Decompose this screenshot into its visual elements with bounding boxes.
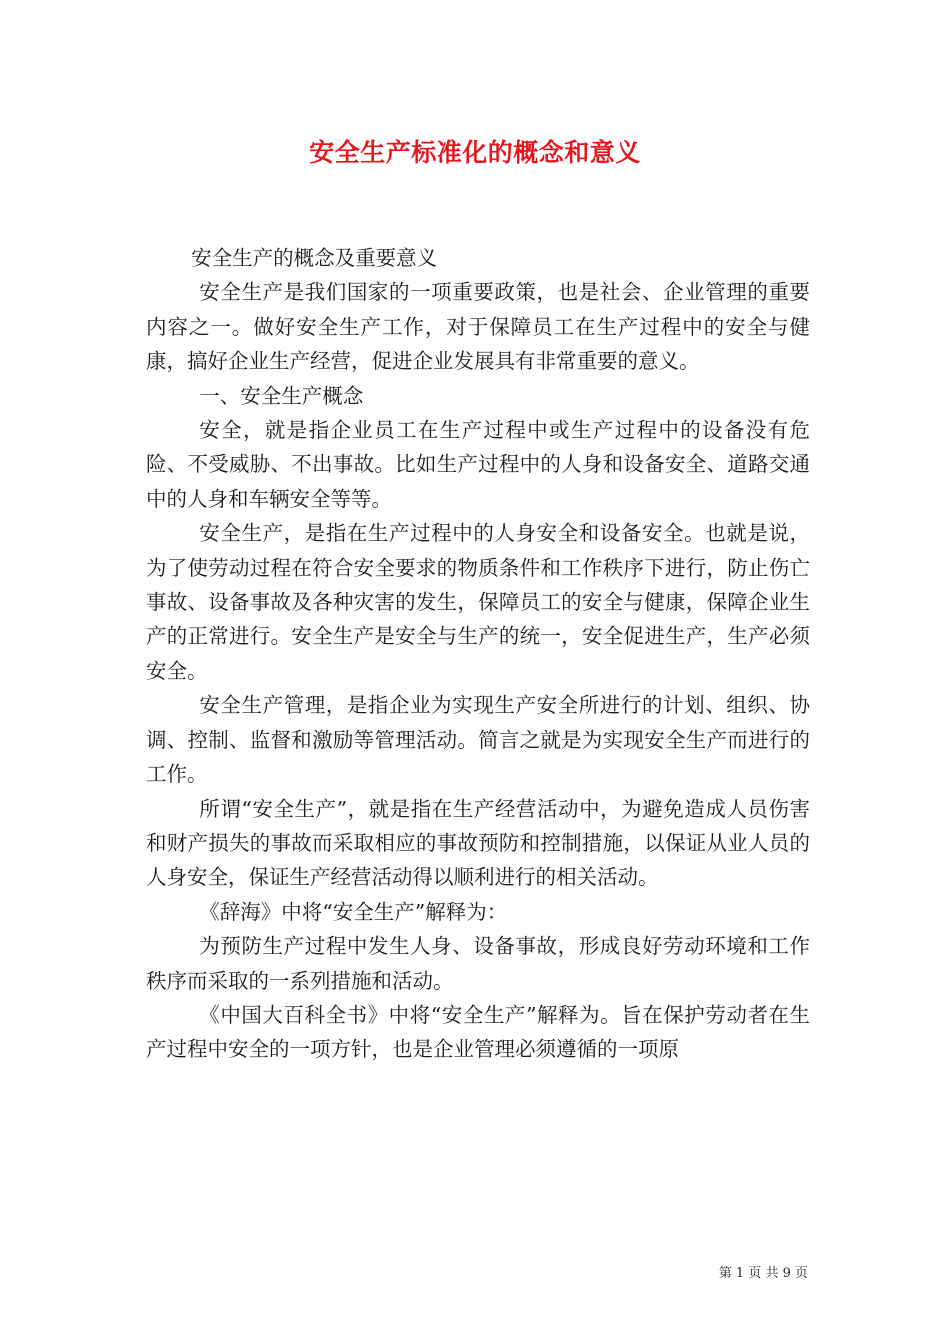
paragraph: 安全生产管理，是指企业为实现生产安全所进行的计划、组织、协调、控制、监督和激励等管理活动。简言之就是为实现安全生产而进行的工作。 bbox=[146, 693, 810, 787]
paragraph: 安全生产是我们国家的一项重要政策，也是社会、企业管理的重要内容之一。做好安全生产工作，对于保障员工在生产过程中的安全与健康，搞好企业生产经营，促进企业发展具有非常重要的意义。 bbox=[146, 280, 810, 374]
document-body bbox=[146, 241, 810, 1067]
paragraph: 安全，就是指企业员工在生产过程中或生产过程中的设备没有危险、不受威胁、不出事故。比如生产过程中的人身和设备安全、道路交通中的人身和车辆安全等等。 bbox=[146, 418, 810, 511]
section-heading: 一、安全生产概念 bbox=[199, 383, 364, 408]
paragraph: 所谓“安全生产”，就是指在生产经营活动中，为避免造成人员伤害和财产损失的事故而采取相应的事故预防和控制措施，以保证从业人员的人身安全，保证生产经营活动得以顺利进行的相关活动。 bbox=[146, 796, 810, 890]
document-title: 安全生产标准化的概念和意义 bbox=[309, 138, 641, 167]
paragraph: 为预防生产过程中发生人身、设备事故，形成良好劳动环境和工作秩序而采取的一系列措施和活动。 bbox=[146, 934, 810, 993]
paragraph: 《中国大百科全书》中将“安全生产”解释为。旨在保护劳动者在生产过程中安全的一项方针，也是企业管理必须遵循的一项原 bbox=[146, 1002, 810, 1062]
paragraph: 安全生产，是指在生产过程中的人身安全和设备安全。也就是说，为了使劳动过程在符合安全要求的物质条件和工作秩序下进行，防止伤亡事故、设备事故及各种灾害的发生，保障员工的安全与健康，保障企业生产的正常进行。安全生产是安全与生产的统一，安全促进生产，生产必须安全。 bbox=[146, 521, 810, 683]
paragraph: 《辞海》中将“安全生产”解释为： bbox=[199, 899, 508, 924]
paragraph: 安全生产的概念及重要意义 bbox=[191, 246, 438, 270]
page-number: 第 1 页 共 9 页 bbox=[718, 1266, 808, 1281]
